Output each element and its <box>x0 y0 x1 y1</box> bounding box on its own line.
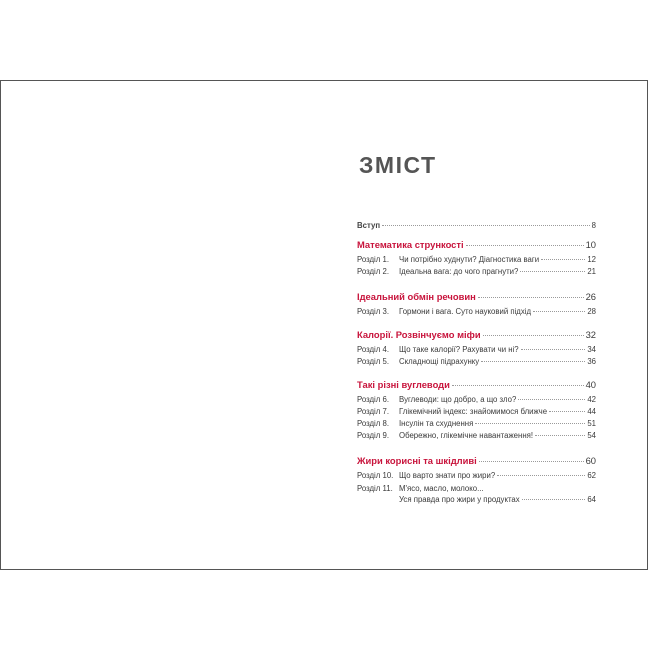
toc-part-page: 32 <box>585 329 596 340</box>
toc-chapter <box>357 407 596 417</box>
leader-dots <box>497 475 585 476</box>
chapter-number: Розділ 4. <box>357 345 390 354</box>
leader-dots <box>478 297 584 298</box>
leader-dots <box>520 271 585 272</box>
leader-dots <box>535 435 585 436</box>
toc-part-page: 40 <box>585 379 596 390</box>
chapter-title: Глікемічний індекс: знайомимося ближче <box>399 407 548 416</box>
leader-dots <box>549 411 585 412</box>
chapter-number: Розділ 9. <box>357 431 390 440</box>
toc-part-title: Математика стрункості <box>357 239 464 250</box>
leader-dots <box>541 259 585 260</box>
chapter-title: Що таке калорії? Рахувати чи ні? <box>399 345 519 354</box>
chapter-title: Складнощі підрахунку <box>399 357 480 366</box>
leader-dots <box>522 499 586 500</box>
leader-dots <box>382 225 590 226</box>
toc-part <box>357 455 596 467</box>
chapter-title: Обережно, глікемічне навантаження! <box>399 431 534 440</box>
toc-chapter <box>357 357 596 367</box>
toc-intro <box>357 221 596 231</box>
toc-part <box>357 329 596 341</box>
toc-part-page: 10 <box>585 239 596 250</box>
chapter-page: 12 <box>587 255 596 264</box>
leader-dots <box>475 423 585 424</box>
chapter-page: 44 <box>587 407 596 416</box>
toc-chapter-continuation <box>399 495 596 505</box>
toc-part-page: 60 <box>585 455 596 466</box>
toc-chapter <box>357 484 596 494</box>
leader-dots <box>479 461 584 462</box>
chapter-page: 34 <box>587 345 596 354</box>
chapter-page: 28 <box>587 307 596 316</box>
chapter-page: 21 <box>587 267 596 276</box>
toc-intro-page: 8 <box>591 221 596 230</box>
chapter-number: Розділ 3. <box>357 307 390 316</box>
chapter-page: 42 <box>587 395 596 404</box>
chapter-page: 51 <box>587 419 596 428</box>
leader-dots <box>481 361 585 362</box>
chapter-number: Розділ 8. <box>357 419 390 428</box>
toc-chapter <box>357 255 596 265</box>
chapter-title: Вуглеводи: що добро, а що зло? <box>399 395 517 404</box>
toc-chapter <box>357 345 596 355</box>
toc-part <box>357 379 596 391</box>
toc-chapter <box>357 307 596 317</box>
chapter-number: Розділ 6. <box>357 395 390 404</box>
toc-part-title: Ідеальний обмін речовин <box>357 291 476 302</box>
toc-part-page: 26 <box>585 291 596 302</box>
toc-part <box>357 291 596 303</box>
toc-chapter <box>357 471 596 481</box>
page-title: ЗМІСТ <box>359 152 437 178</box>
chapter-page: 54 <box>587 431 596 440</box>
toc-intro-title: Вступ <box>357 221 381 230</box>
chapter-number: Розділ 1. <box>357 255 390 264</box>
chapter-number: Розділ 7. <box>357 407 390 416</box>
chapter-page: 64 <box>587 495 596 504</box>
toc-part <box>357 239 596 251</box>
chapter-title: Інсулін та схуднення <box>399 419 474 428</box>
toc-part-title: Такі різні вуглеводи <box>357 379 450 390</box>
leader-dots <box>533 311 585 312</box>
toc-chapter <box>357 395 596 405</box>
toc-chapter <box>357 431 596 441</box>
leader-dots <box>466 245 584 246</box>
chapter-title: Ідеальна вага: до чого прагнути? <box>399 267 519 276</box>
chapter-title: М'ясо, масло, молоко... <box>399 484 484 493</box>
leader-dots <box>518 399 585 400</box>
toc-part-title: Жири корисні та шкідливі <box>357 455 477 466</box>
chapter-title: Чи потрібно худнути? Діагностика ваги <box>399 255 540 264</box>
chapter-number: Розділ 10. <box>357 471 394 480</box>
chapter-title: Гормони і вага. Суто науковий підхід <box>399 307 532 316</box>
chapter-number: Розділ 5. <box>357 357 390 366</box>
leader-dots <box>483 335 584 336</box>
chapter-title-line2: Уся правда про жири у продуктах <box>399 495 520 504</box>
chapter-title: Що варто знати про жири? <box>399 471 496 480</box>
toc-chapter <box>357 419 596 429</box>
leader-dots <box>521 349 586 350</box>
chapter-number: Розділ 11. <box>357 484 393 493</box>
chapter-page: 62 <box>587 471 596 480</box>
chapter-page: 36 <box>587 357 596 366</box>
toc-chapter <box>357 267 596 277</box>
chapter-number: Розділ 2. <box>357 267 390 276</box>
toc-part-title: Калорії. Розвінчуємо міфи <box>357 329 481 340</box>
leader-dots <box>452 385 584 386</box>
